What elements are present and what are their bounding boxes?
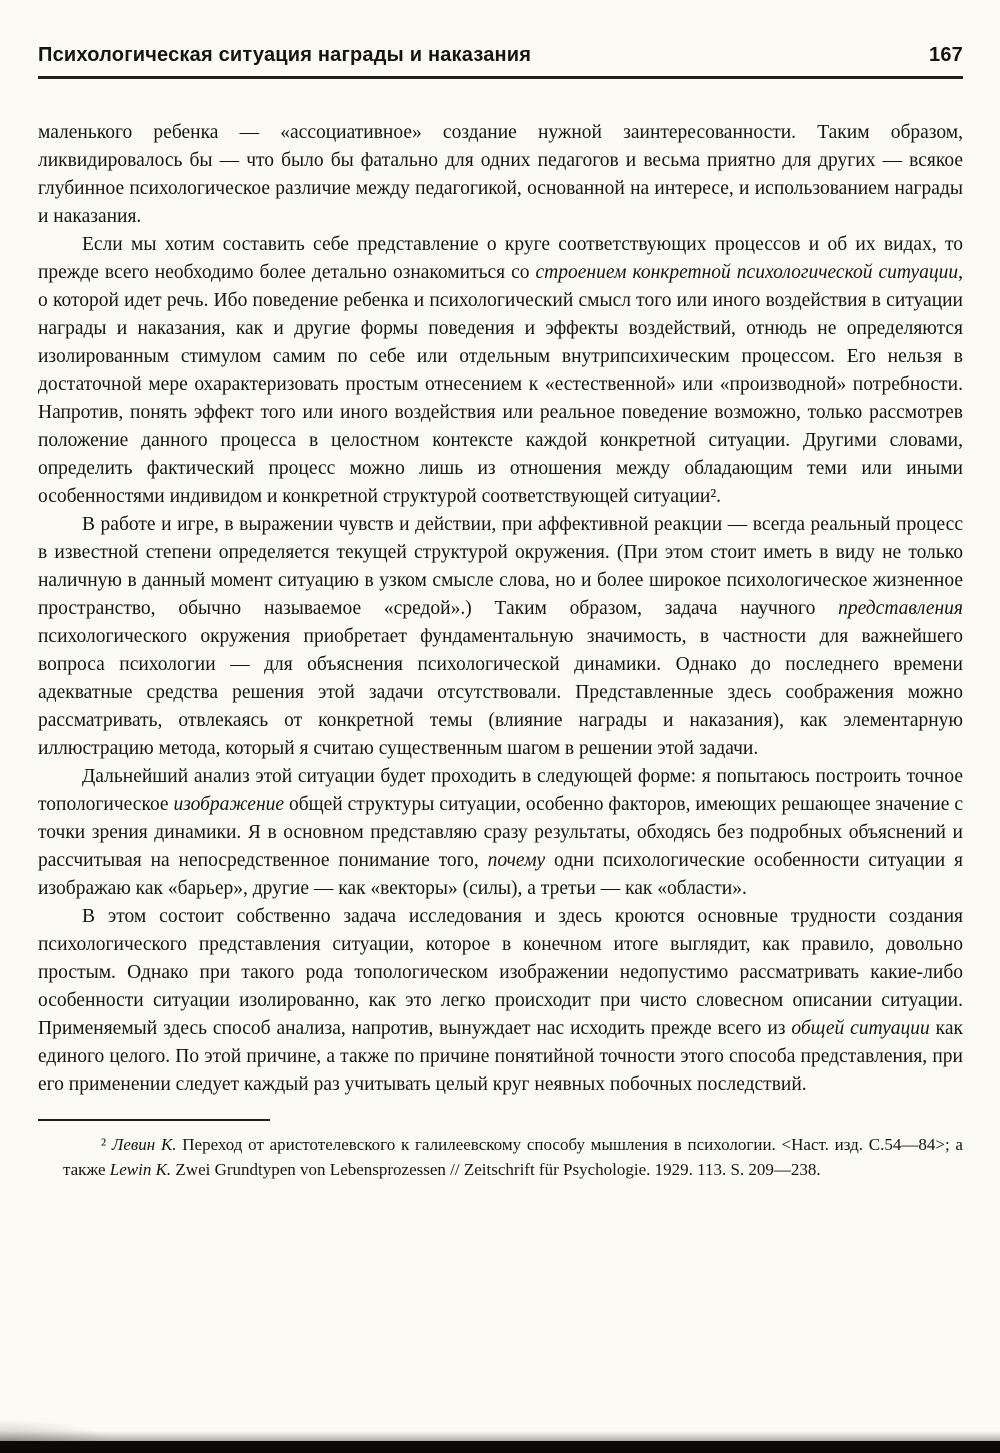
paragraph: маленького ребенка — «ассоциативное» создание нужной заинтересованности. Таким образом, ликвидировалось бы — что было бы фатально для одних педагогов и весьма приятно для других — всякое глубинное психологическое различие между педагогикой, основанной на интересе, и использованием награды и наказания. [38, 122, 963, 227]
running-head-title: Психологическая ситуация награды и наказания [38, 44, 532, 66]
paragraph: Дальнейший анализ этой ситуации будет проходить в следующей форме: я попытаюсь построить точное топологическое изображение общей структуры ситуации, особенно факторов, имеющих решающее значение с точки зрения динамики. Я в основном представляю сразу результаты, обходясь без подробных объяснений и рассчитывая на непосредственное понимание того, почему одни психологические особенности ситуации я изображаю как «барьер», другие — как «векторы» (силы), а третьи — как «области». [38, 766, 963, 899]
running-head [38, 44, 963, 67]
scan-edge-shadow [0, 1431, 1000, 1441]
paragraph: В работе и игре, в выражении чувств и действии, при аффективной реакции — всегда реальный процесс в известной степени определяется текущей структурой окружения. (При этом стоит иметь в виду не только наличную в данный момент ситуацию в узком смысле слова, но и более широкое психологическое жизненное пространство, обычно называемое «средой».) Таким образом, задача научного представления психологического окружения приобретает фундаментальную значимость, в частности для важнейшего вопроса психологии — для объяснения психологической динамики. Однако до последнего времени адекватные средства решения этой задачи отсутствовали. Представленные здесь соображения можно рассматривать, отвлекаясь от конкретной темы (влияние награды и наказания), как элементарную иллюстрацию метода, который я считаю существенным шагом в решении этой задачи. [38, 514, 963, 759]
header-rule [38, 76, 963, 79]
footnote-text: ² Левин К. Переход от аристотелевского к галилеевскому способу мышления в психологии. <Наст. изд. С.54—84>; а также Lewin K. Zwei Grundtypen von Lebensprozessen // Zeitschrift für Psychologie. 1929. 113. S. 209—238. [63, 1135, 963, 1179]
footnote-rule [38, 1119, 270, 1121]
page-number: 167 [929, 44, 963, 66]
paragraph: В этом состоит собственно задача исследования и здесь кроются основные трудности создания психологического представления ситуации, которое в конечном итоге выглядит, как правило, довольно простым. Однако при такого рода топологическом изображении недопустимо рассматривать какие-либо особенности ситуации изолированно, как это легко происходит при чисто словесном описании ситуации. Применяемый здесь способ анализа, напротив, вынуждает нас исходить прежде всего из общей ситуации как единого целого. По этой причине, а также по причине понятийной точности этого способа представления, при его применении следует каждый раз учитывать целый круг неявных побочных последствий. [38, 906, 963, 1095]
paragraph: Если мы хотим составить себе представление о круге соответствующих процессов и об их видах, то прежде всего необходимо более детально ознакомиться со строением конкретной психологической ситуации, о которой идет речь. Ибо поведение ребенка и психологический смысл того или иного воздействия в ситуации награды и наказания, как и другие формы поведения и эффекты воздействий, отнюдь не определяются изолированным стимулом самим по себе или отдельным внутрипсихическим процессом. Его нельзя в достаточной мере охарактеризовать простым отнесением к «естественной» или «производной» потребности. Напротив, понять эффект того или иного воздействия или реальное поведение возможно, только рассмотрев положение данного процесса в целостном контексте каждой конкретной ситуации. Другими словами, определить фактический процесс можно лишь из отношения между обладающим теми или иными особенностями индивидом и конкретной структурой соответствующей ситуации². [38, 234, 963, 507]
footnote-block [38, 1119, 963, 1182]
body-text [38, 119, 963, 1099]
scan-edge-artifact [0, 1441, 1000, 1453]
